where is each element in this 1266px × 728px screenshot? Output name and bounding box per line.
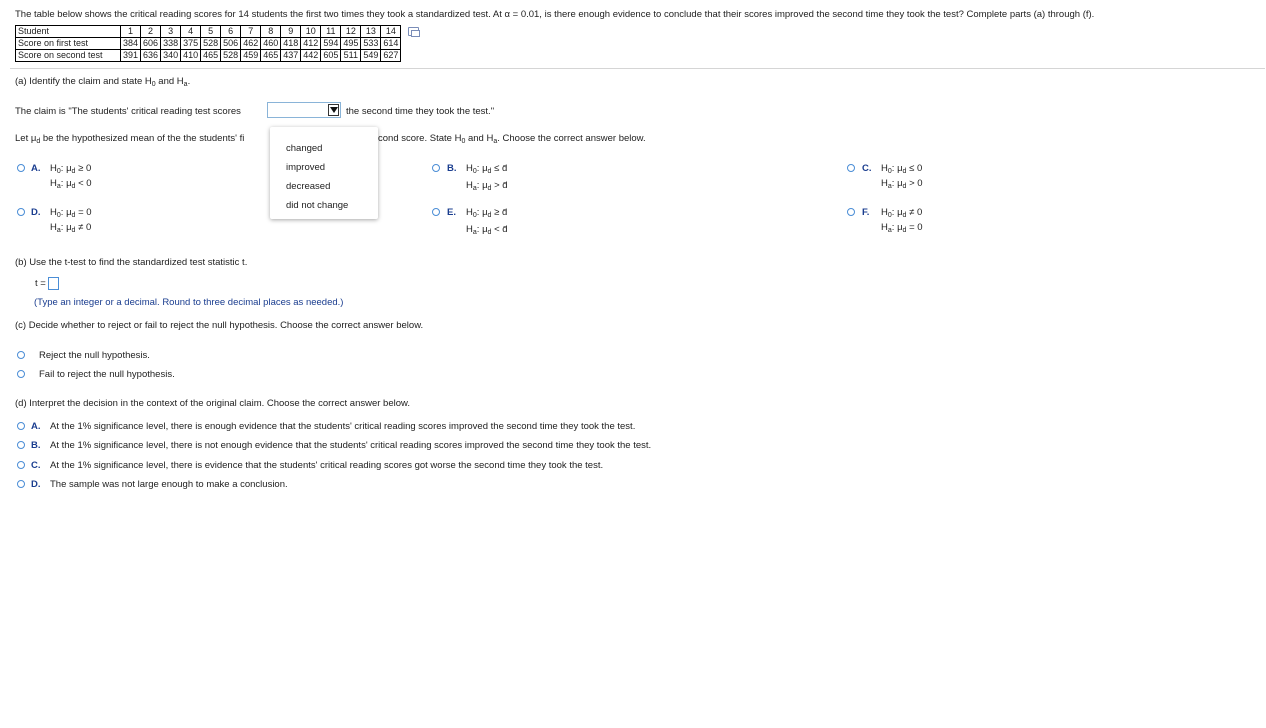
table-cell: 594 [321, 38, 341, 50]
dropdown-option-decreased[interactable]: decreased [286, 181, 331, 192]
radio-interpret-a[interactable] [17, 422, 25, 430]
let-statement-end: cond score. State $H_0$ and $H_a$. Choose the correct answer below. [378, 133, 646, 145]
table-row-second [16, 50, 401, 62]
radio-a[interactable] [17, 164, 25, 172]
table-cell: 12 [341, 26, 361, 38]
radio-f[interactable] [847, 208, 855, 216]
table-cell: 614 [381, 38, 401, 50]
radio-fail-to-reject[interactable] [17, 370, 25, 378]
claim-text-after: the second time they took the test." [346, 106, 495, 117]
radio-d[interactable] [17, 208, 25, 216]
table-cell: 459 [241, 50, 261, 62]
h0-a: $H_0$: $\mu_d \ge 0$ [50, 163, 92, 175]
ha-e: $H_a$: $\mu_d$ < d̄ [466, 224, 508, 236]
radio-interpret-d[interactable] [17, 480, 25, 488]
part-c-prompt: (c) Decide whether to reject or fail to reject the null hypothesis. Choose the correct answer below. [15, 320, 424, 331]
dropdown-option-changed[interactable]: changed [286, 143, 323, 154]
part-d-prompt: (d) Interpret the decision in the context of the original claim. Choose the correct answer below. [15, 398, 410, 409]
table-cell: 3 [161, 26, 181, 38]
t-label: t = [35, 278, 46, 289]
table-cell: 4 [181, 26, 201, 38]
table-cell: 391 [121, 50, 141, 62]
radio-c[interactable] [847, 164, 855, 172]
table-cell: 506 [221, 38, 241, 50]
radio-reject[interactable] [17, 351, 25, 359]
table-cell: 8 [261, 26, 281, 38]
ha-f: $H_a$: $\mu_d = 0$ [881, 222, 923, 234]
claim-dropdown[interactable] [267, 102, 341, 118]
h0-d: $H_0$: $\mu_d = 0$ [50, 207, 92, 219]
table-row-first [16, 38, 401, 50]
table-cell: 528 [201, 38, 221, 50]
table-cell: 605 [321, 50, 341, 62]
table-cell: 7 [241, 26, 261, 38]
table-cell: 11 [321, 26, 341, 38]
ha-d: $H_a$: $\mu_d \ne 0$ [50, 222, 92, 234]
part-b-prompt: (b) Use the t-test to find the standardized test statistic t. [15, 257, 248, 268]
ha-c: $H_a$: $\mu_d > 0$ [881, 178, 923, 190]
table-cell: 410 [181, 50, 201, 62]
row-label: Score on second test [16, 50, 121, 62]
t-answer-input[interactable] [48, 277, 59, 290]
dropdown-option-did-not-change[interactable]: did not change [286, 200, 349, 211]
table-cell: 1 [121, 26, 141, 38]
table-cell: 437 [281, 50, 301, 62]
table-cell: 533 [361, 38, 381, 50]
table-cell: 5 [201, 26, 221, 38]
h0-f: $H_0$: $\mu_d \ne 0$ [881, 207, 923, 219]
table-cell: 14 [381, 26, 401, 38]
table-row-student [16, 26, 401, 38]
table-cell: 384 [121, 38, 141, 50]
table-cell: 462 [241, 38, 261, 50]
table-cell: 465 [201, 50, 221, 62]
table-cell: 412 [301, 38, 321, 50]
table-cell: 636 [141, 50, 161, 62]
table-cell: 442 [301, 50, 321, 62]
let-statement: Let $\mu_d$ be the hypothesized mean of the the students' fi [15, 133, 245, 145]
dropdown-arrow-icon[interactable] [328, 104, 339, 116]
table-cell: 460 [261, 38, 281, 50]
table-cell: 511 [341, 50, 361, 62]
table-cell: 606 [141, 38, 161, 50]
intro-text: The table below shows the critical reading scores for 14 students the first two times they took a standardized test. At α = 0.01, is there enough evidence to conclude that their scores improved the second time they took the test? Complete parts (a) through (f). [15, 9, 1095, 20]
table-cell: 2 [141, 26, 161, 38]
radio-interpret-b[interactable] [17, 441, 25, 449]
radio-b[interactable] [432, 164, 440, 172]
table-cell: 495 [341, 38, 361, 50]
row-label: Student [16, 26, 121, 38]
table-cell: 13 [361, 26, 381, 38]
table-cell: 627 [381, 50, 401, 62]
ha-a: $H_a$: $\mu_d < 0$ [50, 178, 92, 190]
table-cell: 528 [221, 50, 241, 62]
table-cell: 10 [301, 26, 321, 38]
claim-dropdown-menu [270, 127, 378, 219]
dropdown-option-improved[interactable]: improved [286, 162, 326, 173]
divider [10, 68, 1265, 69]
h0-b: $H_0$: $\mu_d$ ≤ d̄ [466, 163, 508, 175]
radio-interpret-c[interactable] [17, 461, 25, 469]
row-label: Score on first test [16, 38, 121, 50]
copy-data-icon[interactable] [408, 27, 419, 36]
table-cell: 465 [261, 50, 281, 62]
ha-b: $H_a$: $\mu_d$ > d̄ [466, 180, 508, 192]
part-a-prompt: (a) Identify the claim and state $H_0$ and $H_a$. [15, 76, 191, 88]
table-cell: 6 [221, 26, 241, 38]
data-table [15, 25, 401, 62]
table-cell: 9 [281, 26, 301, 38]
h0-e: $H_0$: $\mu_d$ ≥ d̄ [466, 207, 508, 219]
table-cell: 418 [281, 38, 301, 50]
claim-text-before: The claim is "The students' critical reading test scores [15, 106, 241, 117]
table-cell: 375 [181, 38, 201, 50]
table-cell: 340 [161, 50, 181, 62]
table-cell: 549 [361, 50, 381, 62]
radio-e[interactable] [432, 208, 440, 216]
t-hint: (Type an integer or a decimal. Round to three decimal places as needed.) [34, 297, 344, 308]
table-cell: 338 [161, 38, 181, 50]
h0-c: $H_0$: $\mu_d \le 0$ [881, 163, 923, 175]
